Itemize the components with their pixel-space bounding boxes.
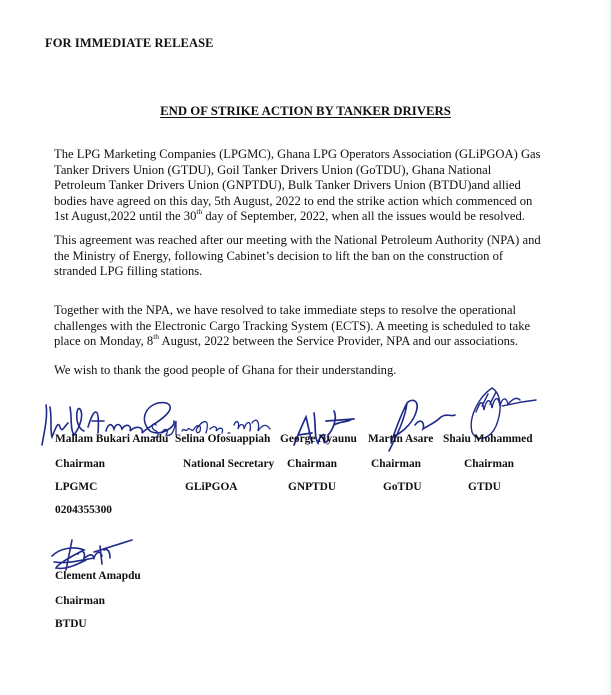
signatory-title: Chairman <box>55 595 105 607</box>
paragraph-line: bodies have agreed on this day, 5th August, 2022 to end the strike action which commenced on <box>54 193 533 208</box>
signature-asare <box>385 395 465 460</box>
paragraph-line: challenges with the Electronic Cargo Tracking System (ECTS). A meeting is scheduled to take <box>54 318 531 333</box>
paragraph-line: stranded LPG filling stations. <box>54 264 203 278</box>
signatory-org: LPGMC <box>55 481 98 493</box>
signatory-org: GLiPGOA <box>185 481 238 493</box>
paragraph-line: This agreement was reached after our meeting with the National Petroleum Authority (NPA) and <box>54 233 541 247</box>
signatory-title: Chairman <box>464 458 514 470</box>
line-text: 1st August,2022 until the 30 <box>54 209 197 223</box>
paragraph-4 <box>54 363 554 379</box>
signatory-title: Chairman <box>287 458 337 470</box>
signatory-title: Chairman <box>371 458 421 470</box>
signatory-name: Clement Amapdu <box>55 570 141 582</box>
paragraph-line: The LPG Marketing Companies (LPGMC), Ghana LPG Operators Association (GLiPGOA) Gas <box>54 147 541 161</box>
signatory-name: George Nyaunu <box>280 433 357 445</box>
ordinal-suffix: th <box>153 331 160 341</box>
signatory-org: GoTDU <box>383 481 422 493</box>
paragraph-line: Together with the NPA, we have resolved to take immediate steps to resolve the operational <box>54 303 517 317</box>
ordinal-suffix: th <box>196 206 203 216</box>
paragraph-3 <box>54 303 554 350</box>
document-title <box>0 104 611 119</box>
document-title-text: END OF STRIKE ACTION BY TANKER DRIVERS <box>160 104 451 118</box>
signatory-org: BTDU <box>55 618 87 630</box>
paragraph-line: We wish to thank the good people of Ghana for their understanding. <box>54 363 397 377</box>
paragraph-1 <box>54 147 554 225</box>
signatory-name: Martin Asare <box>368 433 434 445</box>
signatory-title: Chairman <box>55 458 105 470</box>
paragraph-line <box>54 206 554 225</box>
signature-nyaunu <box>290 405 360 455</box>
line-text: day of September, 2022, when all the issues would be resolved. <box>202 209 525 223</box>
signatory-name: Shaiu Mohammed <box>443 433 533 445</box>
release-label: FOR IMMEDIATE RELEASE <box>45 36 214 50</box>
paragraph-line: Petroleum Tanker Drivers Union (GNPTDU), Bulk Tanker Drivers Union (BTDU)and allied <box>54 178 521 192</box>
signatory-org: GTDU <box>468 481 501 493</box>
paragraph-2 <box>54 233 554 280</box>
signatory-phone: 0204355300 <box>55 504 112 516</box>
paragraph-line: the Ministry of Energy, following Cabinet’s decision to lift the ban on the construction of <box>54 248 504 263</box>
signatory-name: Mallam Bukari Amadu <box>55 433 169 445</box>
line-text: August, 2022 between the Service Provider, NPA and our associations. <box>159 334 519 348</box>
line-text: place on Monday, 8 <box>54 334 154 348</box>
signatory-title: National Secretary <box>183 458 275 470</box>
signatory-org: GNPTDU <box>288 481 337 493</box>
paragraph-line <box>54 331 554 350</box>
paragraph-line: Tanker Drivers Union (GTDU), Goil Tanker Drivers Union (GoTDU), Ghana National <box>54 162 492 177</box>
signatory-name: Selina Ofosuappiah <box>175 433 271 445</box>
